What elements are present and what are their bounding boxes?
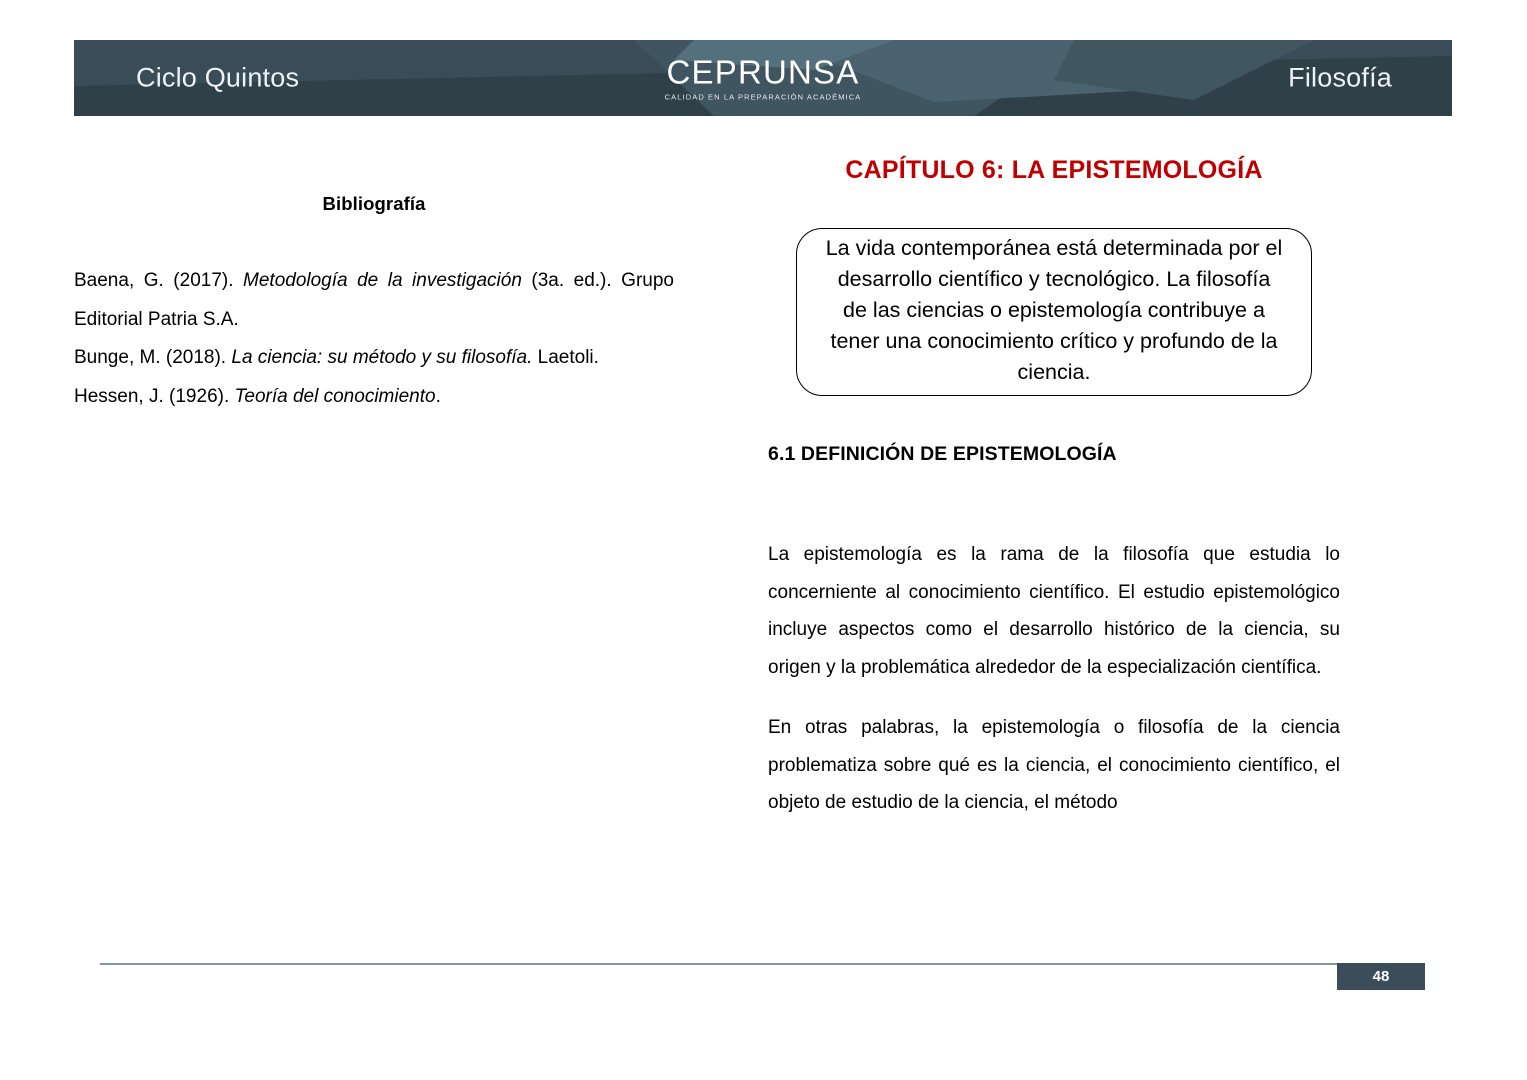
bibliography-entry-publisher: . xyxy=(435,385,441,407)
logo-tagline: CALIDAD EN LA PREPARACIÓN ACADÉMICA xyxy=(664,92,862,102)
ceprunsa-logo xyxy=(665,55,862,101)
highlight-callout-box xyxy=(796,228,1312,396)
page-header-banner xyxy=(74,40,1452,116)
bibliography-entry-publisher: Laetoli. xyxy=(532,347,599,368)
logo-wordmark: CEPRUNSA xyxy=(666,53,860,91)
bibliography-list xyxy=(74,262,674,416)
bibliography-entry xyxy=(74,339,674,378)
footer-divider-rule xyxy=(100,963,1421,965)
body-paragraph-2: En otras palabras, la epistemología o filosofía de la ciencia problematiza sobre qué es la ciencia, el conocimiento científico, el objeto de estudio de la ciencia, el método xyxy=(768,717,1340,813)
bibliography-entry-author: Baena, G. (2017). xyxy=(74,270,244,291)
bibliography-entry-title: La ciencia: su método y su filosofía. xyxy=(231,347,533,368)
bibliography-column xyxy=(74,116,674,416)
bibliography-entry-author: Bunge, M. (2018). xyxy=(74,347,232,368)
body-paragraph-1: La epistemología es la rama de la filosofía que estudia lo concerniente al conocimiento científico. El estudio epistemológico incluye aspectos como el desarrollo histórico de la ciencia, su origen y la problemática alrededor de la especialización científica. xyxy=(768,544,1340,678)
header-course-cycle-label: Ciclo Quintos xyxy=(136,62,300,93)
bibliography-entry xyxy=(74,378,674,417)
bibliography-entry xyxy=(74,262,674,339)
header-subject-label: Filosofía xyxy=(1288,62,1392,93)
section-heading-6-1: 6.1 DEFINICIÓN DE EPISTEMOLOGÍA xyxy=(768,443,1117,465)
page-number-badge: 48 xyxy=(1337,963,1425,990)
bibliography-entry-author: Hessen, J. (1926). xyxy=(74,385,235,407)
bibliography-entry-title: Metodología de la investigación xyxy=(243,270,522,291)
page-content xyxy=(0,116,1527,946)
bibliography-entry-title: Teoría del conocimiento xyxy=(234,385,436,407)
callout-text: La vida contemporánea está determinada por el desarrollo científico y tecnológico. La filosofía de las ciencias o epistemología contribuye a tener una conocimiento crítico y profundo de la ciencia. xyxy=(825,235,1283,384)
bibliography-entry-publisher: (3a. ed.). Grupo Editorial Patria S.A. xyxy=(74,270,674,330)
bibliography-heading: Bibliografía xyxy=(322,193,426,214)
chapter-column xyxy=(768,116,1340,841)
chapter-title: CAPÍTULO 6: LA EPISTEMOLOGÍA xyxy=(845,156,1263,184)
